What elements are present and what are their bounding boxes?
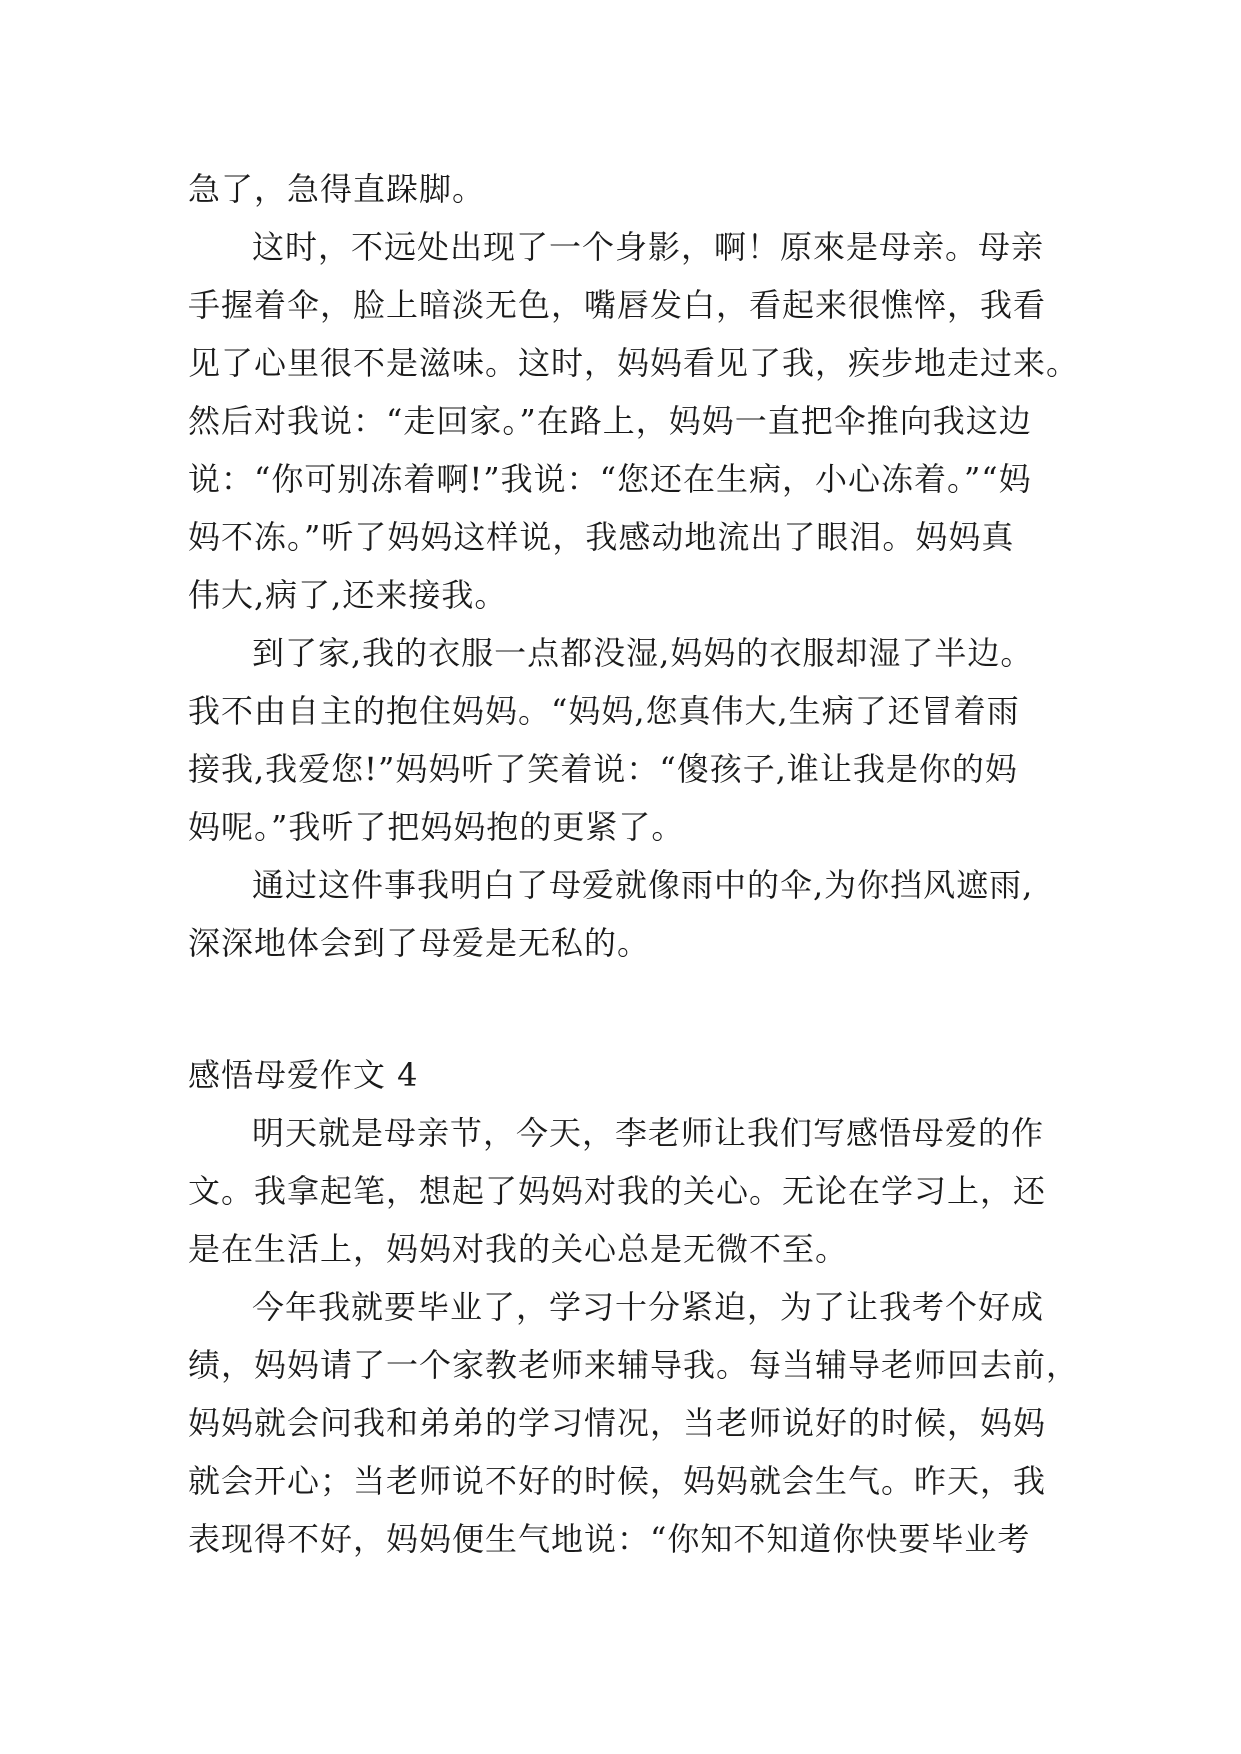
text-line: 深深地体会到了母爱是无私的。	[188, 924, 651, 962]
text-line: 伟大,病了,还来接我。	[188, 576, 508, 614]
text-line: 就会开心；当老师说不好的时候，妈妈就会生气。昨天，我	[188, 1462, 1047, 1500]
text-line: 明天就是母亲节，今天，李老师让我们写感悟母爱的作	[252, 1114, 1045, 1152]
text-line: 绩，妈妈请了一个家教老师来辅导我。每当辅导老师回去前，	[188, 1346, 1080, 1384]
text-line: 这时，不远处出现了一个身影，啊！原來是母亲。母亲	[252, 228, 1045, 266]
section-heading: 感悟母爱作文 4	[188, 1056, 419, 1094]
text-line: 我不由自主的抱住妈妈。“妈妈,您真伟大,生病了还冒着雨	[188, 692, 1020, 730]
text-line: 表现得不好，妈妈便生气地说：“你知不知道你快要毕业考	[188, 1520, 1031, 1558]
text-line: 见了心里很不是滋味。这时，妈妈看见了我，疾步地走过来。	[188, 344, 1080, 382]
text-line: 到了家,我的衣服一点都没湿,妈妈的衣服却湿了半边。	[252, 634, 1034, 672]
text-line: 手握着伞，脸上暗淡无色，嘴唇发白，看起来很憔悴，我看	[188, 286, 1047, 324]
text-line: 说：“你可别冻着啊!”我说：“您还在生病，小心冻着。”“妈	[188, 460, 1032, 498]
text-line: 文。我拿起笔，想起了妈妈对我的关心。无论在学习上，还	[188, 1172, 1047, 1210]
text-line: 通过这件事我明白了母爱就像雨中的伞,为你挡风遮雨,	[252, 866, 1034, 904]
text-line: 接我,我爱您!”妈妈听了笑着说：“傻孩子,谁让我是你的妈	[188, 750, 1018, 788]
document-page	[188, 160, 1080, 1568]
text-line: 然后对我说：“走回家。”在路上，妈妈一直把伞推向我这边	[188, 402, 1032, 440]
text-line: 今年我就要毕业了，学习十分紧迫，为了让我考个好成	[252, 1288, 1045, 1326]
text-line: 妈妈就会问我和弟弟的学习情况，当老师说好的时候，妈妈	[188, 1404, 1047, 1442]
text-line: 妈不冻。”听了妈妈这样说，我感动地流出了眼泪。妈妈真	[188, 518, 1015, 556]
text-line: 妈呢。”我听了把妈妈抱的更紧了。	[188, 808, 685, 846]
text-line: 是在生活上，妈妈对我的关心总是无微不至。	[188, 1230, 849, 1268]
text-line: 急了，急得直跺脚。	[188, 170, 486, 208]
section-gap	[188, 972, 1058, 1046]
